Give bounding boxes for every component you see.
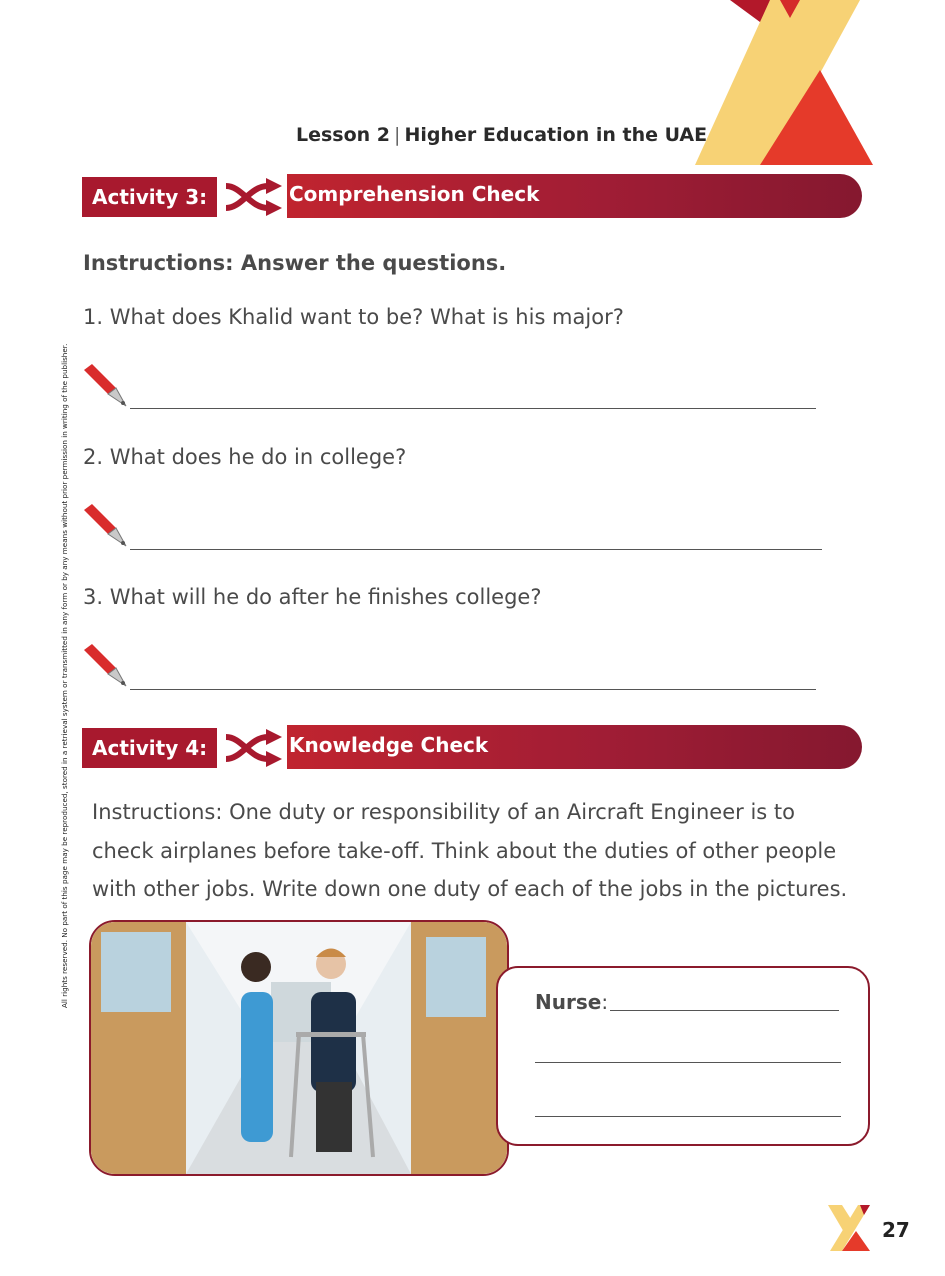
nurse-answer-line-1[interactable] [610,1010,839,1011]
lesson-header [296,124,707,146]
page-number: 27 [882,1218,910,1242]
copyright-notice: All rights reserved. No part of this page may be reproduced, stored in a retrieval system or transmitted in any form or by any means without prior permission in writing of the publisher. [60,343,69,1008]
nurse-answer-line-3[interactable] [535,1116,841,1117]
answer-line-2[interactable] [130,549,822,550]
job-name: Nurse [535,990,602,1014]
job-colon: : [601,990,609,1014]
question-1: 1. What does Khalid want to be? What is his major? [83,305,624,329]
activity-4-label: Activity 4: [82,728,217,768]
nurse-label [535,990,608,1014]
nurse-answer-line-2[interactable] [535,1062,841,1063]
activity-4-header [82,725,862,769]
activity-3-title: Comprehension Check [289,182,540,206]
shuffle-arrows-icon [222,176,284,218]
page-logo [828,1205,872,1251]
question-2: 2. What does he do in college? [83,445,407,469]
nurse-photo [89,920,509,1176]
pen-icon [78,362,138,412]
question-3: 3. What will he do after he finishes college? [83,585,542,609]
corner-decoration [690,0,945,170]
activity-3-label: Activity 3: [82,177,217,217]
header-separator: | [394,124,401,146]
answer-line-3[interactable] [130,689,816,690]
activity-3-instructions: Instructions: Answer the questions. [83,251,507,275]
shuffle-arrows-icon [222,727,284,769]
activity-4-instructions: Instructions: One duty or responsibility of an Aircraft Engineer is to check airplanes before take-off. Think about the duties of other people with other jobs. Write down one duty of each of the jobs in the pictures. [92,800,848,901]
hospital-corridor-illustration [91,922,507,1174]
activity-4-title: Knowledge Check [289,733,489,757]
pen-icon [78,502,138,552]
lesson-topic: Higher Education in the UAE [404,124,708,146]
answer-line-1[interactable] [130,408,816,409]
pen-icon [78,642,138,692]
lesson-number: Lesson 2 [296,124,391,146]
activity-3-header [82,174,862,218]
